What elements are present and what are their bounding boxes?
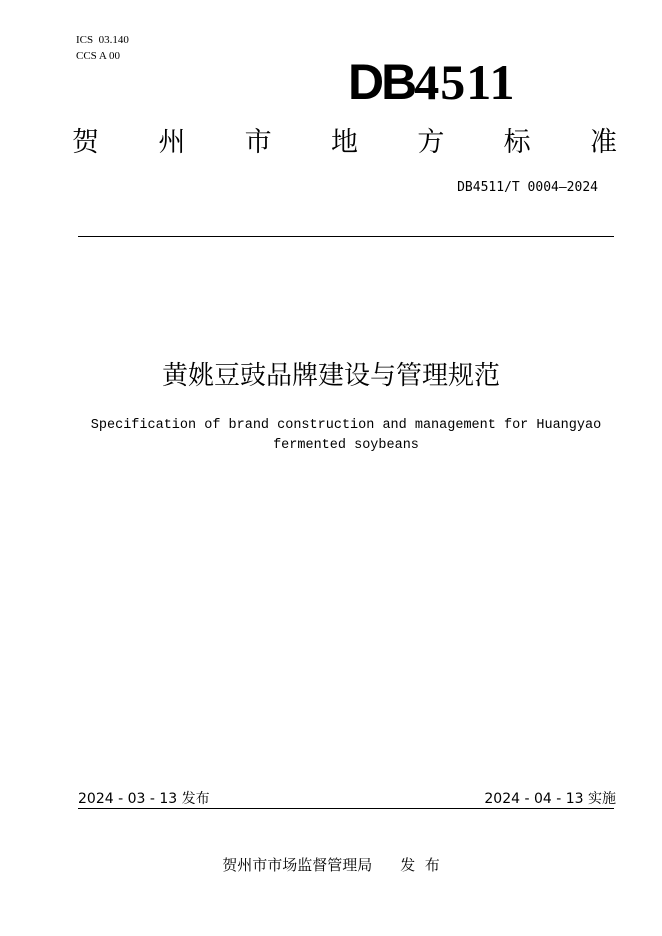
publisher-line [0, 854, 662, 875]
standard-type-char: 地 [330, 127, 358, 158]
classification-codes [76, 32, 129, 64]
standard-type-char: 市 [244, 127, 272, 158]
standard-type-char: 贺 [72, 127, 99, 158]
document-title-en [90, 416, 602, 456]
standard-type-char: 州 [158, 127, 186, 158]
document-title-cn: 黄姚豆豉品牌建设与管理规范 [161, 361, 500, 391]
standard-number: DB4511/T 0004—2024 [457, 180, 598, 195]
db-prefix: DB [348, 54, 415, 110]
header-divider [78, 236, 614, 237]
footer-divider [78, 808, 614, 809]
implementation-date: 2024 - 04 - 13 实施 [484, 791, 616, 807]
title-en-line: Specification of brand construction and management for Huangyao [90, 418, 602, 433]
standard-logo-code [348, 54, 515, 110]
publish-word: 发 布 [400, 856, 440, 874]
db-number: 4511 [414, 54, 516, 110]
ics-code: ICS 03.140 [76, 34, 129, 46]
standard-type-title [72, 126, 617, 160]
title-en-line: fermented soybeans [273, 438, 419, 453]
standard-type-char: 方 [417, 127, 445, 158]
ccs-code: CCS A 00 [76, 50, 121, 62]
standard-type-char: 准 [589, 127, 617, 158]
publisher-name: 贺州市市场监督管理局 [222, 856, 373, 874]
standard-type-char: 标 [503, 127, 531, 158]
issue-date: 2024 - 03 - 13 发布 [78, 791, 210, 807]
